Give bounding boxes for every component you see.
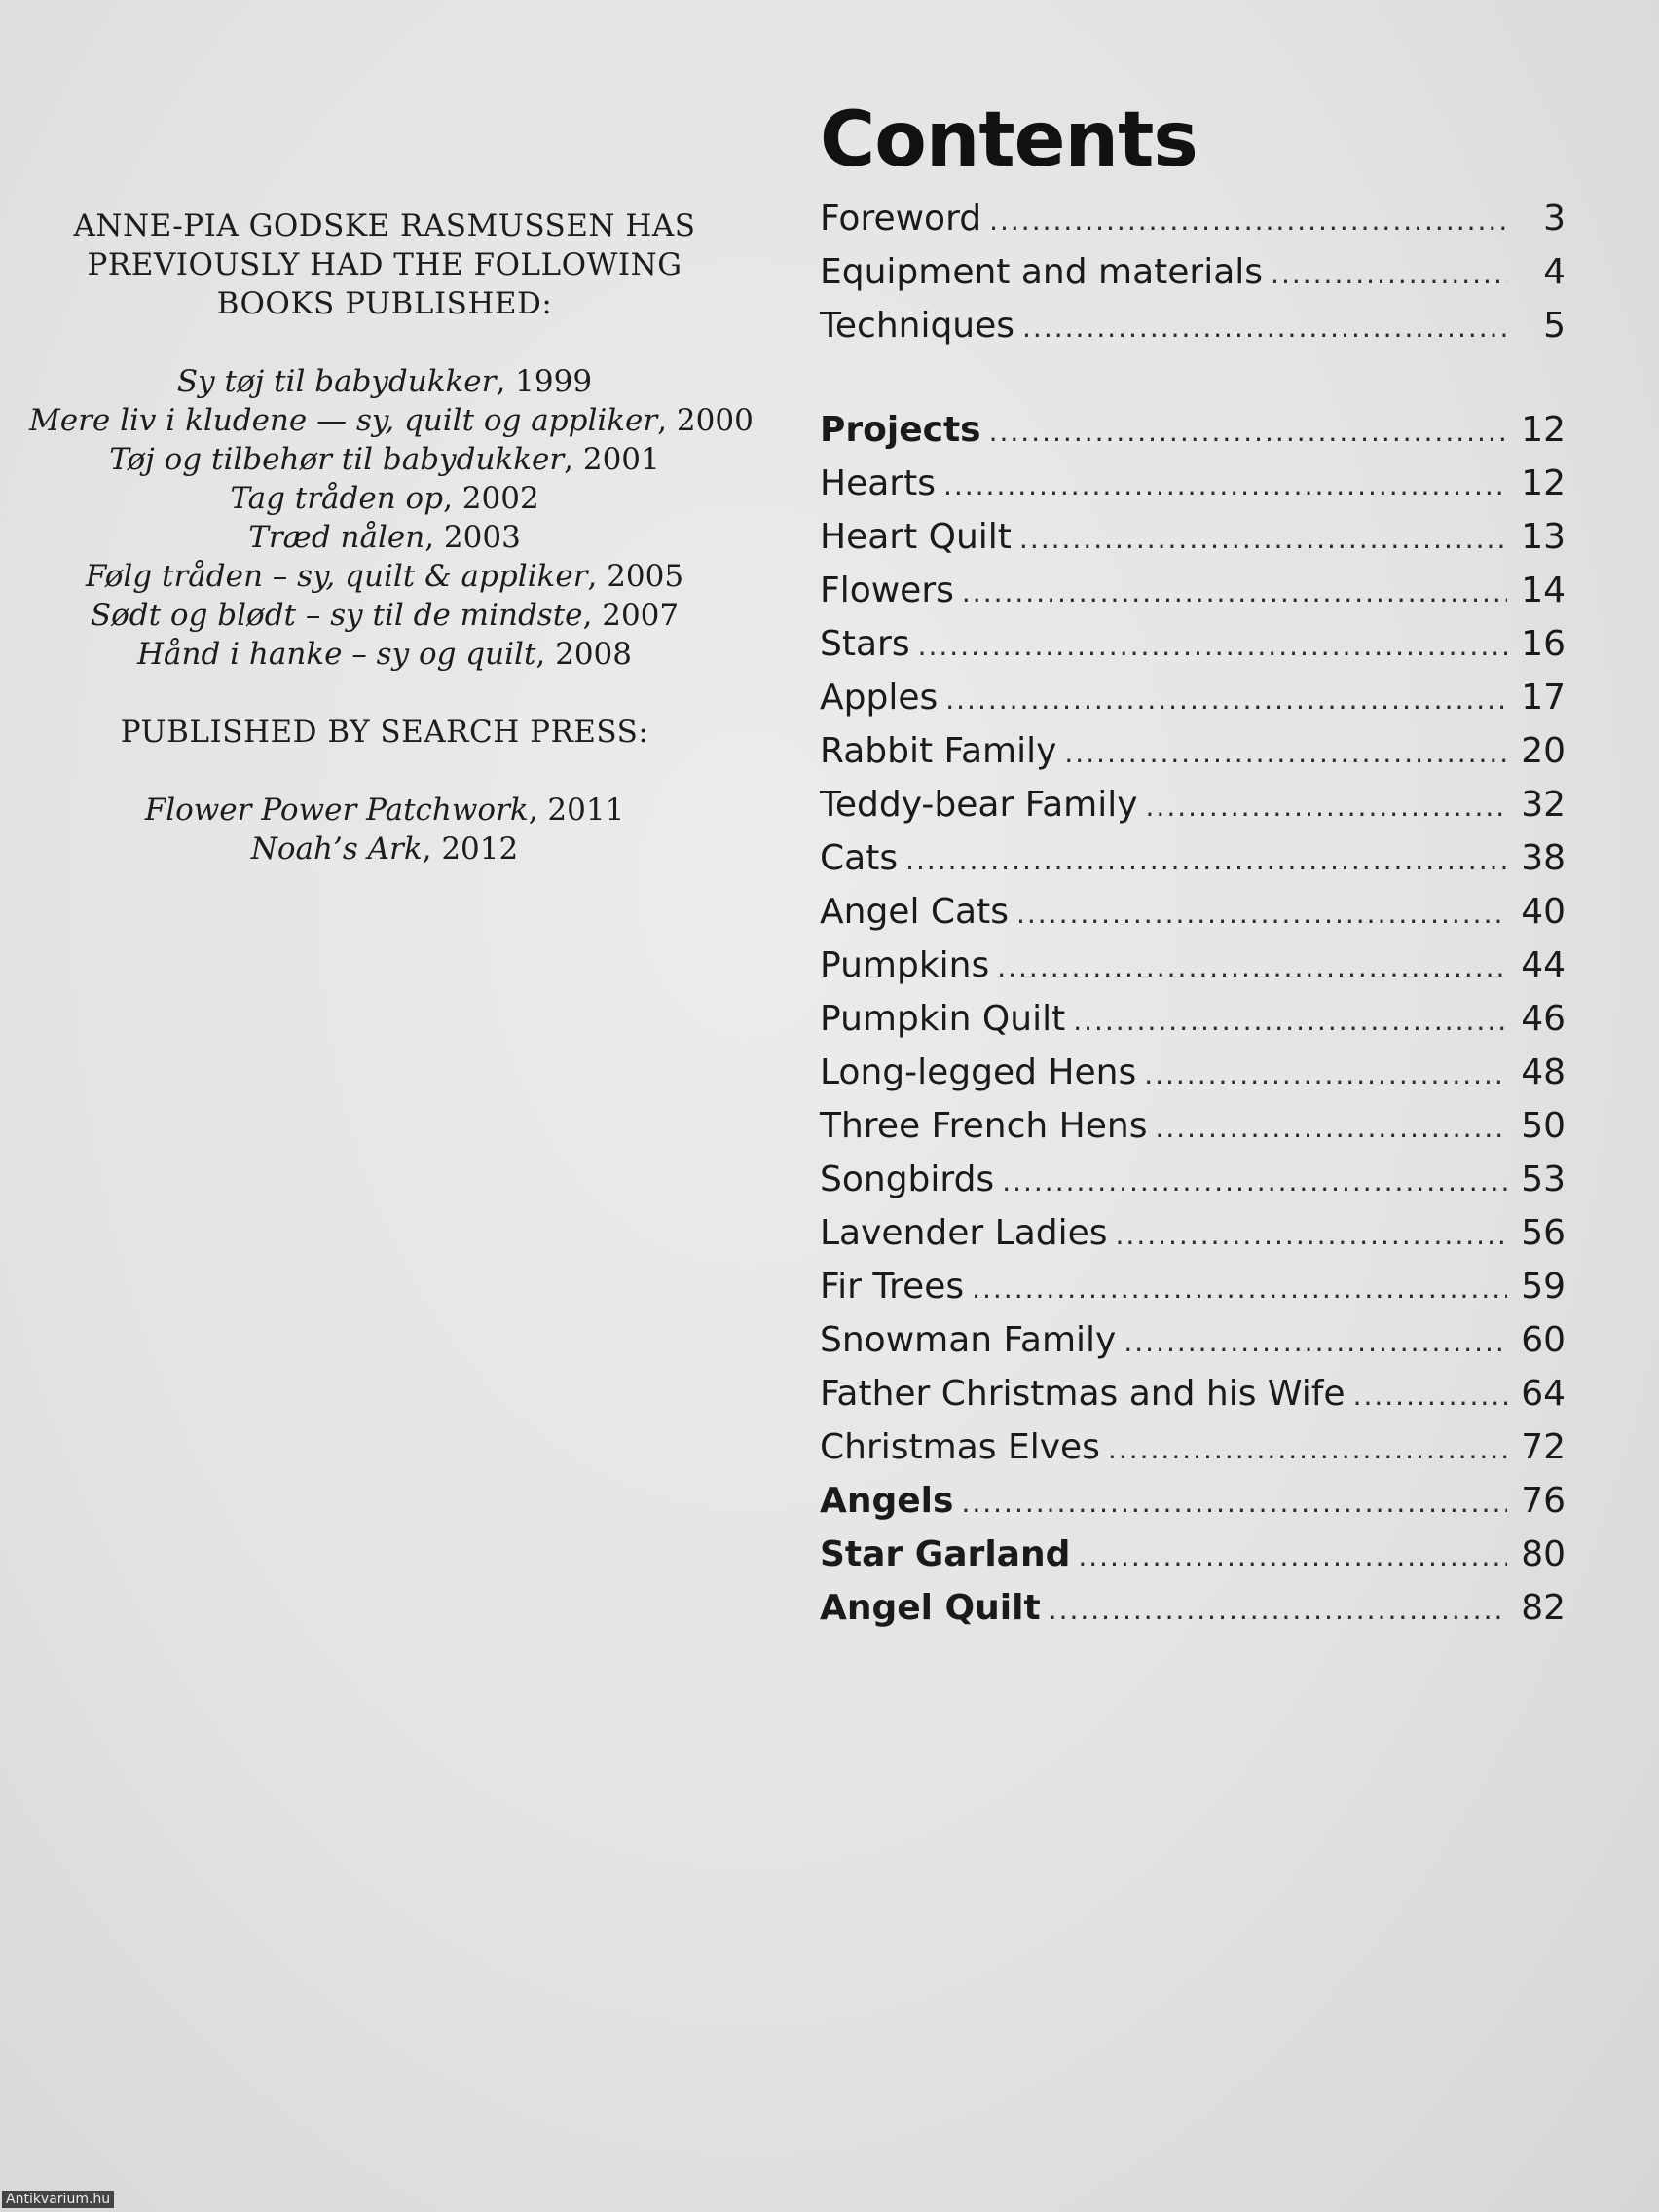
dot-leader	[972, 1272, 1507, 1305]
book-title: Følg tråden – sy, quilt & appliker	[85, 559, 588, 594]
toc-entry	[820, 892, 1566, 945]
book-entry	[29, 557, 740, 596]
dot-leader	[1353, 1380, 1507, 1412]
toc-page-number: 50	[1521, 1106, 1566, 1146]
book-year: , 2000	[657, 403, 754, 438]
toc-entry-title: Hearts	[820, 463, 936, 503]
toc-entry	[820, 1427, 1566, 1481]
dot-leader	[997, 951, 1507, 983]
toc-entry	[820, 999, 1566, 1052]
book-title: Tøj og tilbehør til babydukker	[109, 442, 565, 477]
toc-entry	[820, 1267, 1566, 1320]
toc-page-number: 59	[1521, 1267, 1566, 1307]
book-year: , 2011	[528, 793, 625, 828]
toc-entry-title: Songbirds	[820, 1160, 995, 1199]
search-press-books-list	[29, 791, 740, 868]
book-year: , 2003	[424, 520, 521, 555]
book-year: , 2001	[564, 442, 660, 477]
toc-entry-title: Cats	[820, 838, 899, 878]
toc-entry	[820, 463, 1566, 517]
dot-leader	[962, 576, 1507, 608]
toc-entry	[820, 306, 1566, 359]
toc-page-number: 64	[1521, 1374, 1566, 1414]
author-bibliography	[29, 206, 754, 868]
toc-entry	[820, 1213, 1566, 1267]
dot-leader	[1002, 1165, 1507, 1198]
heading-line: BOOKS PUBLISHED:	[216, 286, 553, 321]
toc-entry-title: Flowers	[820, 571, 954, 610]
book-title: Hånd i hanke – sy og quilt	[136, 637, 536, 672]
toc-front-matter	[820, 199, 1566, 359]
dot-leader	[1016, 898, 1507, 930]
toc-projects	[820, 410, 1566, 1641]
toc-entry-title: Techniques	[820, 306, 1015, 346]
toc-entry-title: Rabbit Family	[820, 731, 1057, 771]
toc-page-number: 32	[1521, 785, 1566, 825]
toc-page-number: 12	[1521, 410, 1566, 450]
contents-title: Contents	[820, 96, 1198, 184]
toc-page-number: 60	[1521, 1320, 1566, 1360]
dot-leader	[905, 844, 1507, 876]
dot-leader	[961, 1487, 1507, 1519]
dot-leader	[1146, 791, 1507, 823]
toc-page-number: 72	[1521, 1427, 1566, 1467]
book-title: Sødt og blødt – sy til de mindste	[90, 598, 583, 633]
toc-page-number: 3	[1543, 199, 1566, 239]
book-entry	[29, 518, 740, 557]
toc-entry	[820, 1106, 1566, 1160]
dot-leader	[1116, 1219, 1507, 1251]
toc-entry-title: Father Christmas and his Wife	[820, 1374, 1346, 1414]
dot-leader	[943, 469, 1507, 501]
dot-leader	[1064, 737, 1507, 769]
book-year: , 2008	[535, 637, 633, 672]
toc-entry-title: Equipment and materials	[820, 252, 1264, 292]
toc-entry-title: Stars	[820, 624, 910, 664]
heading-line: ANNE-PIA GODSKE RASMUSSEN HAS	[73, 208, 696, 243]
book-entry	[29, 440, 740, 479]
toc-entry-title: Apples	[820, 678, 939, 718]
dot-leader	[918, 630, 1507, 662]
toc-entry-title: Projects	[820, 410, 981, 450]
book-year: , 2007	[582, 598, 680, 633]
search-press-heading: PUBLISHED BY SEARCH PRESS:	[120, 715, 649, 750]
dot-leader	[989, 416, 1507, 448]
toc-entry-title: Pumpkins	[820, 945, 990, 985]
dot-leader	[989, 204, 1507, 237]
book-entry	[29, 401, 754, 440]
book-title: Tag tråden op	[230, 481, 444, 516]
toc-page-number: 82	[1521, 1588, 1566, 1628]
book-entry	[29, 635, 740, 674]
toc-entry-title: Angel Quilt	[820, 1588, 1041, 1628]
book-title: Flower Power Patchwork	[144, 793, 529, 828]
book-year: , 2012	[422, 831, 519, 866]
dot-leader	[1022, 312, 1507, 344]
toc-entry	[820, 945, 1566, 999]
toc-entry	[820, 410, 1566, 463]
toc-entry-title: Three French Hens	[820, 1106, 1148, 1146]
book-title: Noah’s Ark	[250, 831, 423, 866]
book-entry	[29, 479, 740, 518]
toc-entry	[820, 785, 1566, 838]
toc-page-number: 16	[1521, 624, 1566, 664]
book-title: Mere liv i kludene — sy, quilt og appliker	[29, 403, 658, 438]
book-entry	[29, 362, 740, 401]
toc-entry	[820, 199, 1566, 252]
toc-entry-title: Long-legged Hens	[820, 1052, 1137, 1092]
toc-page-number: 76	[1521, 1481, 1566, 1521]
toc-page-number: 40	[1521, 892, 1566, 932]
book-entry	[29, 596, 740, 635]
toc-entry-title: Pumpkin Quilt	[820, 999, 1066, 1039]
dot-leader	[1271, 258, 1507, 290]
dot-leader	[1078, 1540, 1507, 1572]
toc-page-number: 5	[1543, 306, 1566, 346]
toc-entry	[820, 1588, 1566, 1641]
toc-entry-title: Angels	[820, 1481, 954, 1521]
previous-books-list	[29, 362, 754, 674]
toc-entry-title: Heart Quilt	[820, 517, 1012, 557]
toc-entry	[820, 1160, 1566, 1213]
toc-entry-title: Angel Cats	[820, 892, 1009, 932]
toc-page-number: 48	[1521, 1052, 1566, 1092]
toc-entry	[820, 624, 1566, 678]
dot-leader	[945, 683, 1507, 716]
dot-leader	[1019, 523, 1507, 555]
watermark: Antikvarium.hu	[2, 2191, 114, 2208]
book-title: Træd nålen	[248, 520, 425, 555]
toc-page-number: 38	[1521, 838, 1566, 878]
toc-entry	[820, 1481, 1566, 1534]
toc-page-number: 53	[1521, 1160, 1566, 1199]
dot-leader	[1073, 1005, 1507, 1037]
book-entry	[29, 791, 740, 830]
toc-entry	[820, 571, 1566, 624]
toc-entry-title: Lavender Ladies	[820, 1213, 1108, 1253]
toc-entry-title: Teddy-bear Family	[820, 785, 1138, 825]
toc-page-number: 56	[1521, 1213, 1566, 1253]
toc-entry	[820, 678, 1566, 731]
toc-entry	[820, 252, 1566, 306]
toc-page-number: 12	[1521, 463, 1566, 503]
toc-entry	[820, 1052, 1566, 1106]
dot-leader	[1155, 1112, 1507, 1144]
book-year: , 1999	[496, 364, 593, 399]
book-year: , 2005	[587, 559, 684, 594]
toc-entry	[820, 731, 1566, 785]
toc-page-number: 4	[1543, 252, 1566, 292]
toc-page-number: 14	[1521, 571, 1566, 610]
toc-page-number: 46	[1521, 999, 1566, 1039]
table-of-contents	[820, 93, 1566, 1641]
toc-page-number: 13	[1521, 517, 1566, 557]
dot-leader	[1124, 1326, 1507, 1358]
toc-entry	[820, 1320, 1566, 1374]
previous-books-heading	[29, 206, 740, 323]
toc-entry	[820, 838, 1566, 892]
toc-page-number: 17	[1521, 678, 1566, 718]
book-title: Sy tøj til babydukker	[176, 364, 497, 399]
toc-entry	[820, 1534, 1566, 1588]
heading-line: PREVIOUSLY HAD THE FOLLOWING	[87, 247, 682, 282]
toc-entry-title: Fir Trees	[820, 1267, 965, 1307]
dot-leader	[1049, 1594, 1507, 1626]
book-entry	[29, 830, 740, 868]
toc-entry	[820, 1374, 1566, 1427]
dot-leader	[1144, 1058, 1507, 1090]
toc-page-number: 44	[1521, 945, 1566, 985]
toc-entry-title: Foreword	[820, 199, 982, 239]
toc-page-number: 80	[1521, 1534, 1566, 1574]
toc-entry	[820, 517, 1566, 571]
toc-entry-title: Christmas Elves	[820, 1427, 1100, 1467]
dot-leader	[1108, 1433, 1507, 1465]
toc-entry-title: Snowman Family	[820, 1320, 1117, 1360]
book-year: , 2002	[443, 481, 539, 516]
toc-page-number: 20	[1521, 731, 1566, 771]
toc-entry-title: Star Garland	[820, 1534, 1071, 1574]
